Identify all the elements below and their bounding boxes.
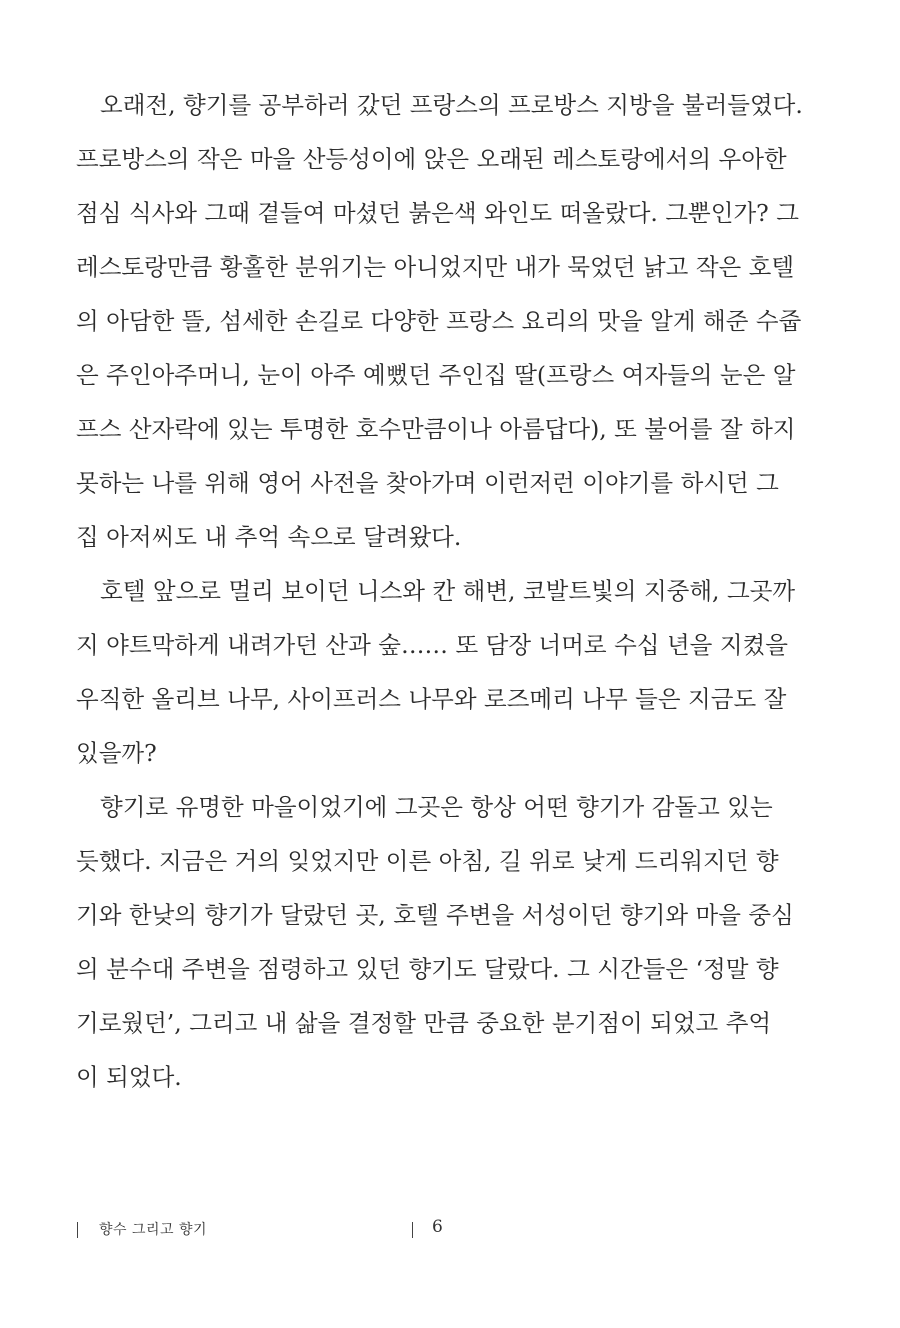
- text-line: 이 되었다.: [76, 1063, 182, 1091]
- text-line: 의 분수대 주변을 점령하고 있던 향기도 달랐다. 그 시간들은 ‘정말 향: [76, 955, 779, 983]
- text-line: 있을까?: [76, 739, 157, 767]
- paragraph-3: [76, 780, 794, 1104]
- footer-divider: [412, 1222, 413, 1238]
- paragraph-2: [76, 564, 796, 780]
- text-line: 호텔 앞으로 멀리 보이던 니스와 칸 해변, 코발트빛의 지중해, 그곳까: [100, 577, 796, 605]
- text-line: 점심 식사와 그때 곁들여 마셨던 붉은색 와인도 떠올랐다. 그뿐인가? 그: [76, 199, 799, 227]
- text-line: 듯했다. 지금은 거의 잊었지만 이른 아침, 길 위로 낮게 드리워지던 향: [76, 847, 779, 875]
- running-title: 향수 그리고 향기: [99, 1222, 208, 1238]
- text-line: 우직한 올리브 나무, 사이프러스 나무와 로즈메리 나무 들은 지금도 잘: [76, 685, 787, 713]
- paragraph-1: [76, 78, 803, 564]
- text-line: 은 주인아주머니, 눈이 아주 예뻤던 주인집 딸(프랑스 여자들의 눈은 알: [76, 361, 796, 389]
- text-line: 오래전, 향기를 공부하러 갔던 프랑스의 프로방스 지방을 불러들였다.: [100, 91, 803, 119]
- text-line: 집 아저씨도 내 추억 속으로 달려왔다.: [76, 523, 462, 551]
- page-footer: [0, 1218, 900, 1248]
- text-line: 향기로 유명한 마을이었기에 그곳은 항상 어떤 향기가 감돌고 있는: [100, 793, 773, 821]
- footer-divider: [77, 1222, 78, 1238]
- text-line: 지 야트막하게 내려가던 산과 숲…… 또 담장 너머로 수십 년을 지켰을: [76, 631, 788, 659]
- text-line: 의 아담한 뜰, 섬세한 손길로 다양한 프랑스 요리의 맛을 알게 해준 수줍: [76, 307, 802, 335]
- text-line: 못하는 나를 위해 영어 사전을 찾아가며 이런저런 이야기를 하시던 그: [76, 469, 779, 497]
- text-line: 기로웠던’, 그리고 내 삶을 결정할 만큼 중요한 분기점이 되었고 추억: [76, 1009, 772, 1037]
- text-line: 기와 한낮의 향기가 달랐던 곳, 호텔 주변을 서성이던 향기와 마을 중심: [76, 901, 794, 929]
- text-line: 레스토랑만큼 황홀한 분위기는 아니었지만 내가 묵었던 낡고 작은 호텔: [76, 253, 795, 281]
- text-line: 프로방스의 작은 마을 산등성이에 앉은 오래된 레스토랑에서의 우아한: [76, 145, 787, 173]
- body-text: [76, 78, 803, 1104]
- text-line: 프스 산자락에 있는 투명한 호수만큼이나 아름답다), 또 불어를 잘 하지: [76, 415, 796, 443]
- page-number: 6: [432, 1217, 443, 1237]
